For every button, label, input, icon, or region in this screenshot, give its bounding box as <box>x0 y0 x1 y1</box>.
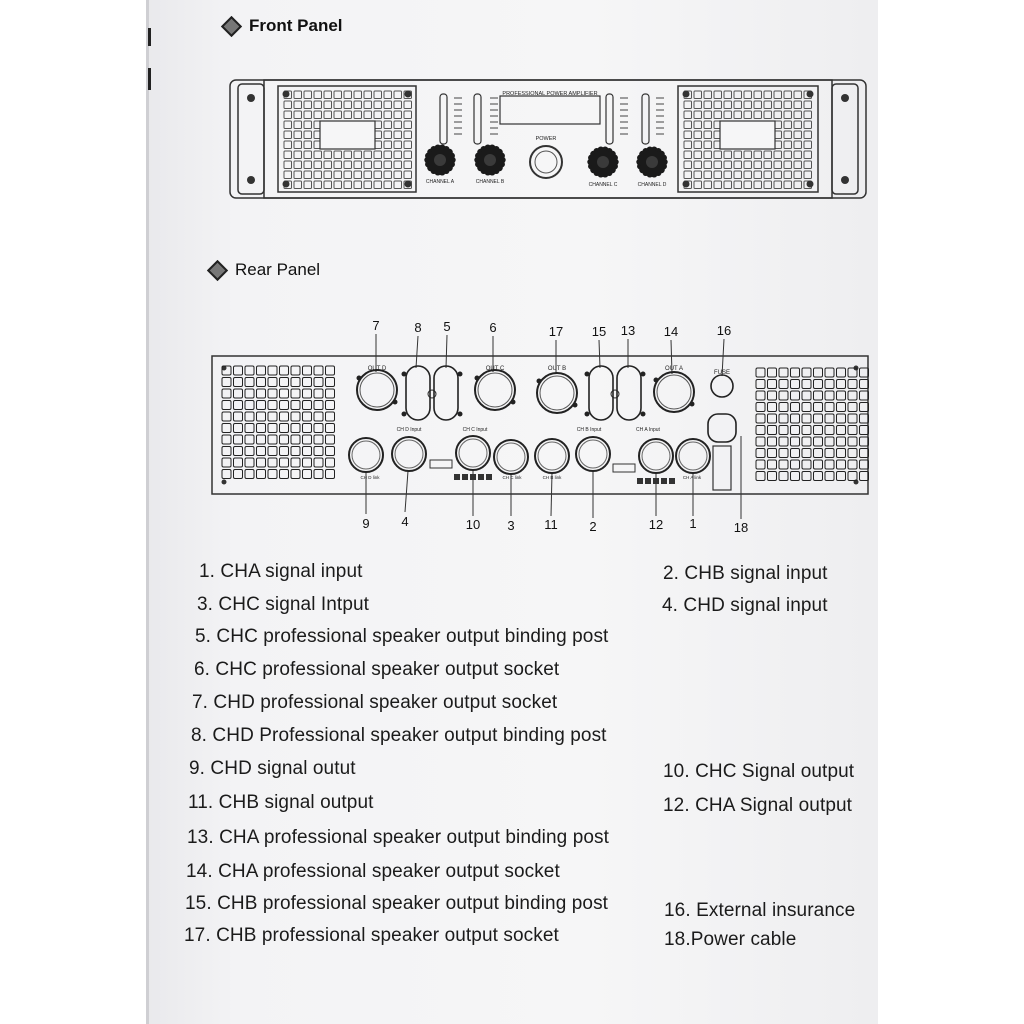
edge-mark <box>148 28 151 46</box>
chb-binding-post <box>585 366 646 420</box>
legend-item-6: 6. CHC professional speaker output socket <box>194 659 560 680</box>
legend-item-14: 14. CHA professional speaker output socket <box>186 861 560 882</box>
fuse-label: FUSE <box>713 370 731 376</box>
callout-14: 14 <box>663 324 679 339</box>
callout-18: 18 <box>733 520 749 535</box>
legend-item-13: 13. CHA professional speaker output binding post <box>187 827 610 848</box>
out-c-label: OUT C <box>485 366 505 372</box>
callout-2: 2 <box>589 519 597 534</box>
page-edge <box>146 0 149 1024</box>
ch-a-input-label: CH A Input <box>636 427 660 433</box>
callout-10: 10 <box>465 517 481 532</box>
ch-b-link-label: CH B link <box>542 475 562 480</box>
legend-item-1: 1. CHA signal input <box>199 561 363 582</box>
fuse-holder <box>711 375 733 397</box>
legend-item-5: 5. CHC professional speaker output binding post <box>195 626 609 647</box>
ch-b-input-jack <box>576 437 610 471</box>
callout-9: 9 <box>362 516 370 531</box>
power-label: POWER <box>535 136 557 142</box>
out-c-socket <box>475 370 516 410</box>
out-d-label: OUT D <box>367 366 387 372</box>
ch-c-link-jack <box>494 440 528 474</box>
out-d-socket <box>357 370 398 410</box>
edge-mark <box>148 68 151 90</box>
legend-item-9: 9. CHD signal outut <box>189 758 356 779</box>
callout-17: 17 <box>548 324 564 339</box>
callout-1: 1 <box>689 516 697 531</box>
channel-b-label: CHANNEL B <box>475 179 505 185</box>
channel-b-knob[interactable] <box>474 144 505 175</box>
callout-5: 5 <box>443 319 451 334</box>
callout-15: 15 <box>591 324 607 339</box>
legend-item-4: 4. CHD signal input <box>662 595 828 616</box>
diamond-bullet-icon <box>221 15 242 36</box>
ch-b-link-jack <box>535 439 569 473</box>
front-panel-diagram <box>228 76 868 206</box>
ch-d-input-jack <box>392 437 426 471</box>
legend-item-17: 17. CHB professional speaker output socket <box>184 925 559 946</box>
chd-binding-post <box>402 366 463 420</box>
channel-a-knob[interactable] <box>424 144 455 175</box>
callout-12: 12 <box>648 517 664 532</box>
rear-panel-heading <box>210 260 320 280</box>
rear-panel-diagram <box>200 316 880 538</box>
callout-4: 4 <box>401 514 409 529</box>
ch-a-input-jack <box>639 439 673 473</box>
ch-c-input-jack <box>456 436 490 470</box>
legend-item-16: 16. External insurance <box>664 900 856 921</box>
legend-item-18: 18.Power cable <box>664 929 797 950</box>
out-b-label: OUT B <box>547 366 567 372</box>
out-a-label: OUT A <box>665 366 683 372</box>
legend-item-12: 12. CHA Signal output <box>663 795 853 816</box>
channel-d-label: CHANNEL D <box>637 182 667 188</box>
legend-item-10: 10. CHC Signal output <box>663 761 855 782</box>
rear-panel-title: Rear Panel <box>235 260 321 279</box>
ch-d-input-label: CH D Input <box>396 427 422 433</box>
channel-a-label: CHANNEL A <box>425 179 455 185</box>
ch-b-input-label: CH B Input <box>576 427 602 433</box>
callout-6: 6 <box>489 320 497 335</box>
front-panel-heading <box>224 16 343 36</box>
legend-item-2: 2. CHB signal input <box>663 563 828 584</box>
channel-d-knob[interactable] <box>636 146 667 177</box>
power-inlet <box>708 414 736 442</box>
front-display-label: PROFESSIONAL POWER AMPLIFIER <box>502 91 598 97</box>
callout-3: 3 <box>507 518 515 533</box>
ch-d-link-label: CH D link <box>360 475 380 480</box>
channel-c-label: CHANNEL C <box>588 182 618 188</box>
callout-7: 7 <box>372 318 380 333</box>
diamond-bullet-icon <box>207 259 228 280</box>
ch-d-link-jack <box>349 438 383 472</box>
callout-11: 11 <box>544 517 558 532</box>
legend-item-3: 3. CHC signal Intput <box>197 594 370 615</box>
channel-c-knob[interactable] <box>587 146 618 177</box>
front-grille-right <box>678 86 818 192</box>
front-panel-title: Front Panel <box>249 16 343 35</box>
rear-grille-left <box>222 366 335 479</box>
callout-8: 8 <box>414 320 422 335</box>
ch-c-input-label: CH C Input <box>462 427 488 433</box>
legend-item-7: 7. CHD professional speaker output socket <box>192 692 558 713</box>
power-switch <box>713 446 731 490</box>
legend-item-8: 8. CHD Professional speaker output binding post <box>191 725 607 746</box>
legend-item-11: 11. CHB signal output <box>188 792 374 813</box>
callout-16: 16 <box>716 323 732 338</box>
out-b-socket <box>537 373 578 413</box>
rear-grille-right <box>756 368 869 481</box>
callout-13: 13 <box>620 323 636 338</box>
ch-c-link-label: CH C link <box>502 475 522 480</box>
ch-a-link-label: CH A link <box>682 475 702 480</box>
front-grille-left <box>278 86 416 192</box>
out-a-socket <box>654 372 695 412</box>
legend-item-15: 15. CHB professional speaker output binding post <box>185 893 609 914</box>
ch-a-link-jack <box>676 439 710 473</box>
